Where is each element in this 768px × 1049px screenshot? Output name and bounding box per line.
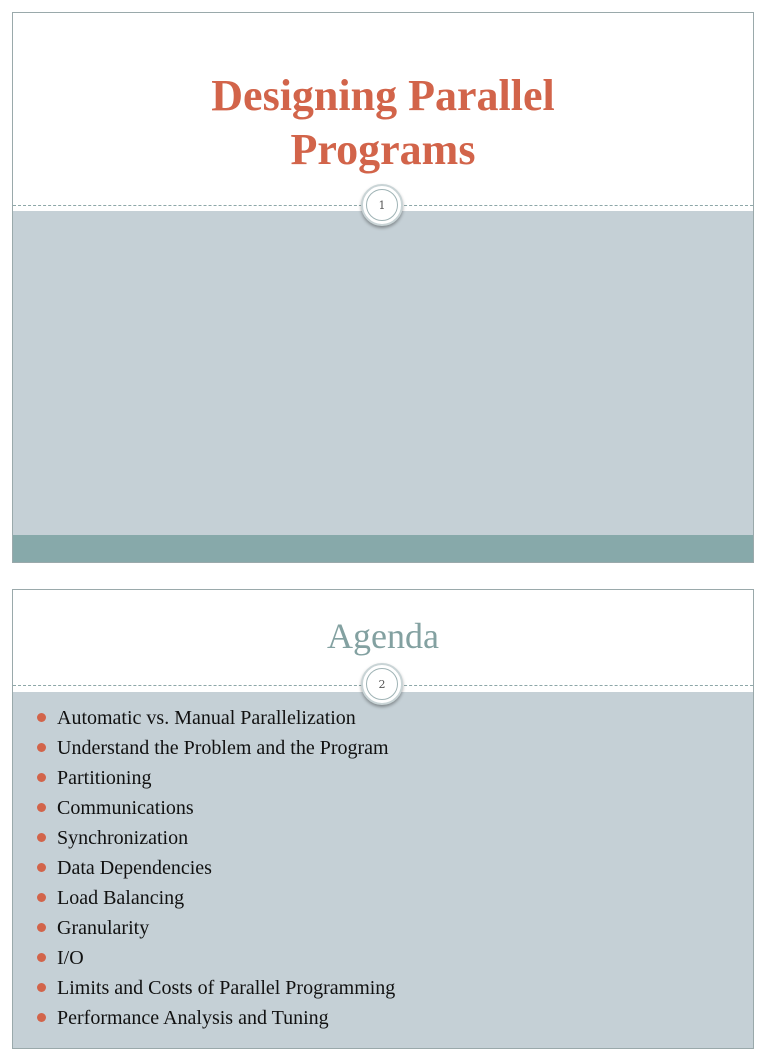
bullet-dot-icon [37,803,46,812]
list-item [37,853,395,883]
agenda-item-text: Communications [57,797,194,819]
slide-1 [12,12,754,563]
slide-number-badge: 1 [361,184,403,226]
list-item [37,703,395,733]
agenda-item-text: Performance Analysis and Tuning [57,1007,329,1029]
list-item [37,763,395,793]
list-item [37,973,395,1003]
agenda-title: Agenda [327,616,439,656]
bullet-dot-icon [37,863,46,872]
list-item [37,913,395,943]
list-item [37,943,395,973]
bullet-dot-icon [37,713,46,722]
bullet-dot-icon [37,953,46,962]
agenda-item-text: Limits and Costs of Parallel Programming [57,977,396,999]
list-item [37,823,395,853]
list-item [37,793,395,823]
footer-band [13,535,753,562]
bullet-dot-icon [37,893,46,902]
bullet-dot-icon [37,743,46,752]
list-item [37,733,395,763]
list-item [37,1003,395,1033]
slide-title [13,69,753,177]
slide-1-body [13,211,753,537]
agenda-list [37,703,395,1033]
agenda-item-text: Synchronization [57,827,189,849]
agenda-item-text: Data Dependencies [57,857,212,879]
slide-1-title-area [13,13,753,205]
agenda-item-text: Load Balancing [57,887,185,909]
bullet-dot-icon [37,983,46,992]
agenda-item-text: Granularity [57,917,150,939]
agenda-item-text: I/O [57,947,84,969]
bullet-dot-icon [37,833,46,842]
slide-2 [12,589,754,1049]
bullet-dot-icon [37,1013,46,1022]
agenda-item-text: Understand the Problem and the Program [57,737,389,759]
bullet-dot-icon [37,773,46,782]
bullet-dot-icon [37,923,46,932]
slide-number-badge: 2 [361,663,403,705]
agenda-item-text: Partitioning [57,767,152,789]
agenda-item-text: Automatic vs. Manual Parallelization [57,707,356,729]
list-item [37,883,395,913]
slide-title-line-2: Programs [290,125,476,174]
slide-title-line-1: Designing Parallel [211,71,555,120]
